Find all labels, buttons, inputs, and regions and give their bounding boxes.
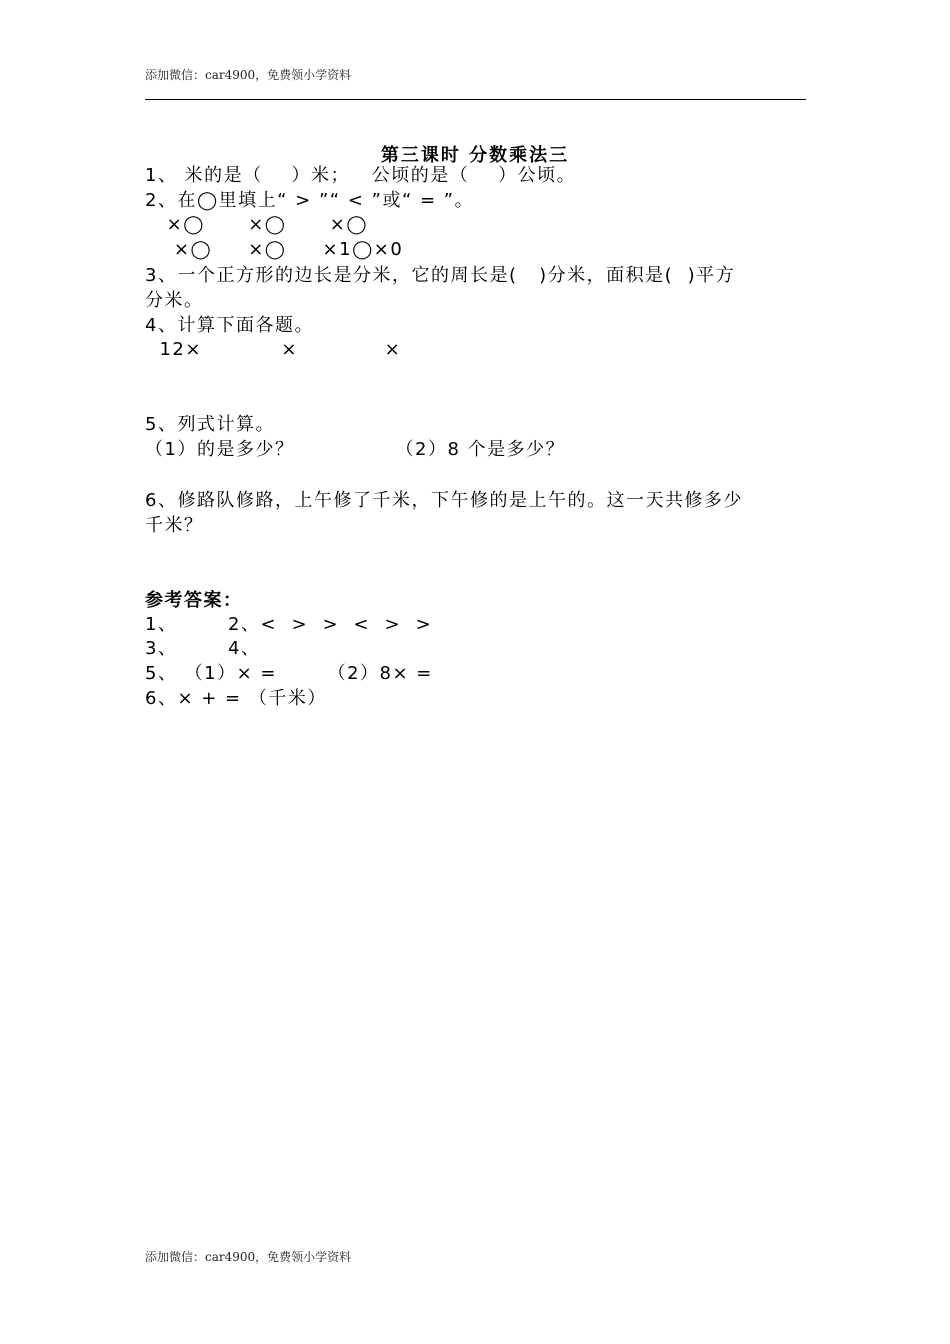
header-divider	[145, 99, 806, 100]
page-header-text: 添加微信：car4900，免费领小学资料	[145, 68, 352, 82]
question-4-row: 12× × ×	[145, 339, 402, 360]
question-3-line-1: 3、一个正方形的边长是分米，它的周长是( )分米，面积是( )平方	[145, 265, 736, 286]
answer-1-2: 1、 2、< > > < > >	[145, 614, 433, 635]
answer-5: 5、 （1）× = （2）8× =	[145, 663, 433, 684]
answer-3-4: 3、 4、	[145, 638, 261, 659]
question-5-row: （1）的是多少？ （2）8 个是多少？	[145, 439, 566, 460]
question-5: 5、列式计算。	[145, 414, 275, 435]
question-2-row-2: ×◯ ×◯ ×1◯×0	[145, 239, 404, 260]
page-footer-text: 添加微信：car4900，免费领小学资料	[145, 1250, 352, 1264]
question-1: 1、 米的是（ ）米； 公顷的是（ ）公顷。	[145, 165, 577, 186]
question-3-line-2: 分米。	[145, 290, 204, 311]
answer-6: 6、× + = （千米）	[145, 688, 327, 709]
question-6-line-1: 6、修路队修路，上午修了千米，下午修的是上午的。这一天共修多少	[145, 490, 743, 511]
question-4: 4、计算下面各题。	[145, 315, 314, 336]
answers-heading: 参考答案：	[145, 590, 243, 611]
worksheet-title: 第三课时 分数乘法三	[380, 145, 570, 166]
question-2: 2、在◯里填上“ > ”“ < ”或“ = ”。	[145, 190, 475, 211]
question-2-row-1: ×◯ ×◯ ×◯	[145, 214, 369, 235]
question-6-line-2: 千米？	[145, 515, 204, 536]
